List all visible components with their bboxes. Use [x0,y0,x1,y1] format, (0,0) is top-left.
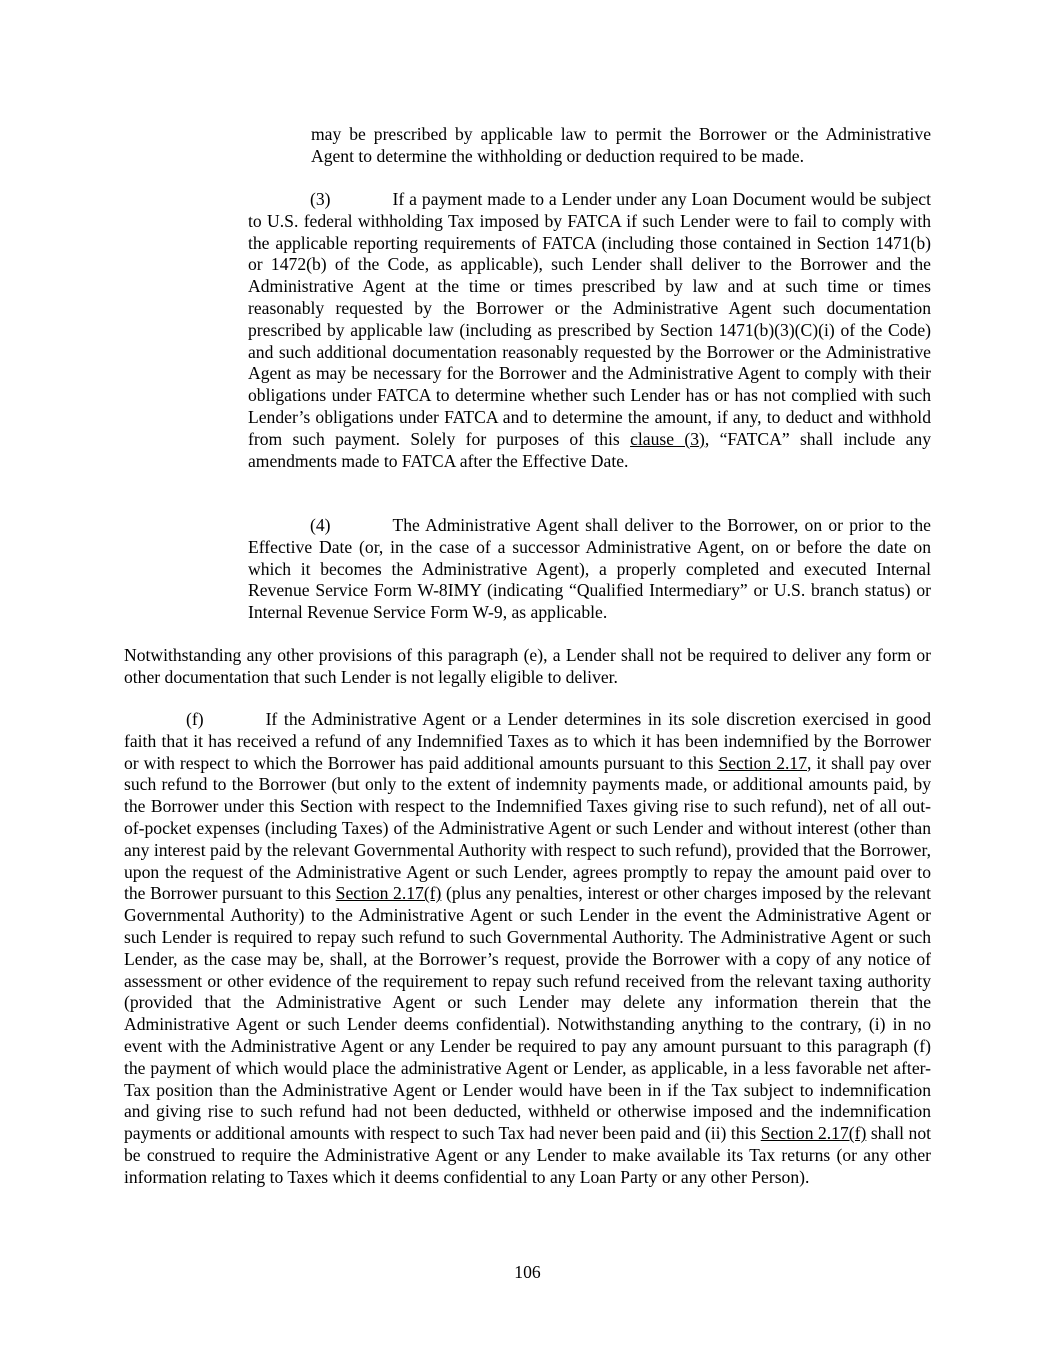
clause-4-text: The Administrative Agent shall deliver to the Borrower, on or prior to the Effective Date (or, in the case of a successor Administrative Agent, on or before the date on which it becomes the Administrative Agent), a properly completed and executed Internal Revenue Service Form W-8IMY (indicating “Qualified Intermediary” or U.S. branch status) or Internal Revenue Service Form W-9, as applicable. [248,515,931,623]
clause-3-text-end: , “FATCA” shall include any amendments made to FATCA after the Effective Date. [248,428,931,471]
clause-3-text: If a payment made to a Lender under any Loan Document would be subject to U.S. federal withholding Tax imposed by FATCA if such Lender were to fail to comply with the applicable reporting requirements of FATCA (including those contained in Section 1471(b) or 1472(b) of the Code, as applicable), such Lender shall deliver to the Borrower and the Administrative Agent at the time or times prescribed by law and at such time or times reasonably requested by the Borrower or the Administrative Agent such documentation prescribed by applicable law (including as prescribed by Section 1471(b)(3)(C)(i) of the Code) and such additional documentation reasonably requested by the Borrower or the Administrative Agent as may be necessary for the Borrower and the Administrative Agent to comply with their obligations under FATCA to determine whether such Lender has or has not complied with such Lender’s obligations under FATCA and to determine the amount, if any, to deduct and withhold from such payment. Solely for purposes of this [248,189,931,449]
clause-3 [248,189,931,472]
clause-4 [248,515,931,624]
section-reference-1: Section 2.17 [718,752,807,773]
paragraph-f-text-4: shall not be construed to require the Administrative Agent or any Lender to make available its Tax returns (or any other information relating to Taxes which it deems confidential to any Loan Party or any other Person). [124,1123,932,1187]
clause-4-number: (4) [310,515,331,535]
paragraph-f-text-3: (plus any penalties, interest or other charges imposed by the relevant Governmental Authority) to the Administrative Agent or such Lender in the event the Administrative Agent or such Lender is required to repay such refund to such Governmental Authority. The Administrative Agent or such Lender, as the case may be, shall, at the Borrower’s request, provide the Borrower with a copy of any notice of assessment or other evidence of the requirement to repay such refund received from the relevant taxing authority (provided that the Administrative Agent or such Lender may delete any information therein that the Administrative Agent or such Lender deems confidential). Notwithstanding anything to the contrary, (i) in no event with the Administrative Agent or any Lender be required to pay any amount pursuant to this paragraph (f) the payment of which would place the administrative Agent or Lender, as applicable, in a less favorable net after-Tax position than the Administrative Agent or Lender would have been in if the Tax subject to indemnification and giving rise to such refund had not been deducted, withheld or otherwise imposed and the indemnification payments or additional amounts with respect to such Tax had never been paid and (ii) this [124,883,931,1144]
paragraph-f-number: (f) [186,709,204,729]
paragraph-f [124,709,931,1189]
clause-3-number: (3) [310,189,331,209]
paragraph-f-text-1: If the Administrative Agent or a Lender determines in its sole discretion exercised in good faith that it has received a refund of any Indemnified Taxes as to which it has been indemnified by the Borrower or with respect to which the Borrower has paid additional amounts pursuant to this [124,709,931,773]
continued-paragraph: may be prescribed by applicable law to permit the Borrower or the Administrative Agent to determine the withholding or deduction required to be made. [311,124,931,166]
section-reference-2: Section 2.17(f) [335,883,442,904]
page-number: 106 [514,1262,541,1282]
section-reference-3: Section 2.17(f) [760,1123,867,1144]
paragraph-f-text-2: , it shall pay over such refund to the Borrower (but only to the extent of indemnity payments made, or additional amounts paid, by the Borrower under this Section with respect to the Indemnified Taxes giving rise to such refund), net of all out-of-pocket expenses (including Taxes) of the Administrative Agent or such Lender and without interest (other than any interest paid by the relevant Governmental Authority with respect to such refund), provided that the Borrower, upon the request of the Administrative Agent or such Lender, agrees promptly to repay the amount paid over to the Borrower pursuant to this [124,752,931,904]
clause-3-reference: clause (3) [630,428,705,449]
notwithstanding-paragraph: Notwithstanding any other provisions of this paragraph (e), a Lender shall not be required to deliver any form or other documentation that such Lender is not legally eligible to deliver. [124,645,931,687]
